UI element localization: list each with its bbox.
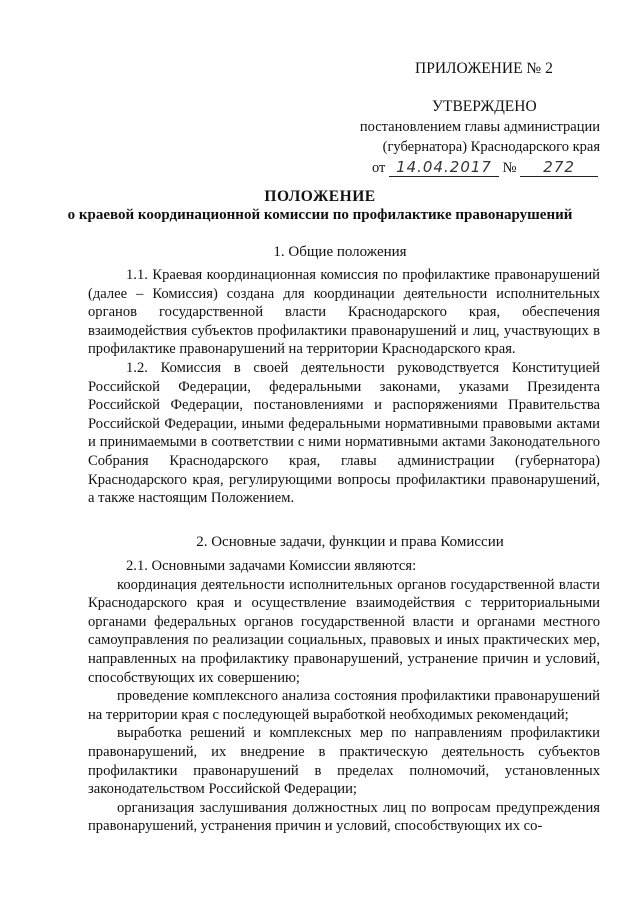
paragraph-1-2: 1.2. Комиссия в своей деятельности руководствуется Конституцией Российской Федерации, федеральными законами, указами Президента Российской Федерации, постановлениями и распоряжениями Правительства Российской Федерации, иными федеральными нормативными правовыми актами и принимаемыми в соответствии с ними нормативными актами Законодательного Собрания Краснодарского края, главы администрации (губернатора) Краснодарского края, регулирующими вопросы профилактики правонарушений, а также настоящим Положением. bbox=[88, 359, 600, 507]
approval-date-line bbox=[372, 158, 598, 177]
document-subtitle: о краевой координационной комиссии по профилактике правонарушений bbox=[67, 207, 573, 223]
paragraph-2-analysis: проведение комплексного анализа состояния профилактики правонарушений на территории края с последующей выработкой необходимых рекомендаций; bbox=[88, 688, 600, 723]
approved-by-line-2: (губернатора) Краснодарского края bbox=[382, 139, 600, 155]
number-prefix: № bbox=[502, 160, 517, 176]
handwritten-date: 14.04.2017 bbox=[389, 158, 499, 177]
section-2-heading: 2. Основные задачи, функции и права Комиссии bbox=[196, 534, 504, 550]
document-title: ПОЛОЖЕНИЕ bbox=[264, 188, 376, 205]
paragraph-2-decisions: выработка решений и комплексных мер по направлениям профилактики правонарушений, их внедрение в практическую деятельность субъектов профилактики правонарушений в пределах полномочий, установленных законодательством Российской Федерации; bbox=[88, 725, 600, 798]
attachment-number: ПРИЛОЖЕНИЕ № 2 bbox=[415, 60, 553, 77]
section-1-body bbox=[88, 266, 600, 508]
approved-by-line-1: постановлением главы администрации bbox=[359, 119, 600, 135]
paragraph-1-1: 1.1. Краевая координационная комиссия по профилактике правонарушений (далее – Комиссия) создана для координации деятельности исполнительных органов государственной власти Краснодарского края, обеспечения взаимодействия субъектов профилактики правонарушений и лиц, участвующих в профилактике правонарушений на территории Краснодарского края. bbox=[88, 267, 600, 358]
section-2-body bbox=[88, 557, 600, 836]
approval-stamp-title: УТВЕРЖДЕНО bbox=[432, 98, 537, 115]
paragraph-2-coordination: координация деятельности исполнительных органов государственной власти Краснодарского края и осуществление взаимодействия с территориальными органами федеральных органов государственной власти и органами местного самоуправления по реализации социальных, правовых и иных практических мер, направленных на профилактику правонарушений, устранение причин и условий, способствующих их совершению; bbox=[88, 576, 600, 686]
handwritten-number: 272 bbox=[520, 158, 598, 177]
section-1-heading: 1. Общие положения bbox=[273, 244, 407, 260]
date-prefix: от bbox=[372, 160, 386, 176]
paragraph-2-1: 2.1. Основными задачами Комиссии являются: bbox=[126, 558, 417, 574]
paragraph-2-hearings: организация заслушивания должностных лиц по вопросам предупреждения правонарушений, устранения причин и условий, способствующих их со- bbox=[88, 799, 600, 835]
